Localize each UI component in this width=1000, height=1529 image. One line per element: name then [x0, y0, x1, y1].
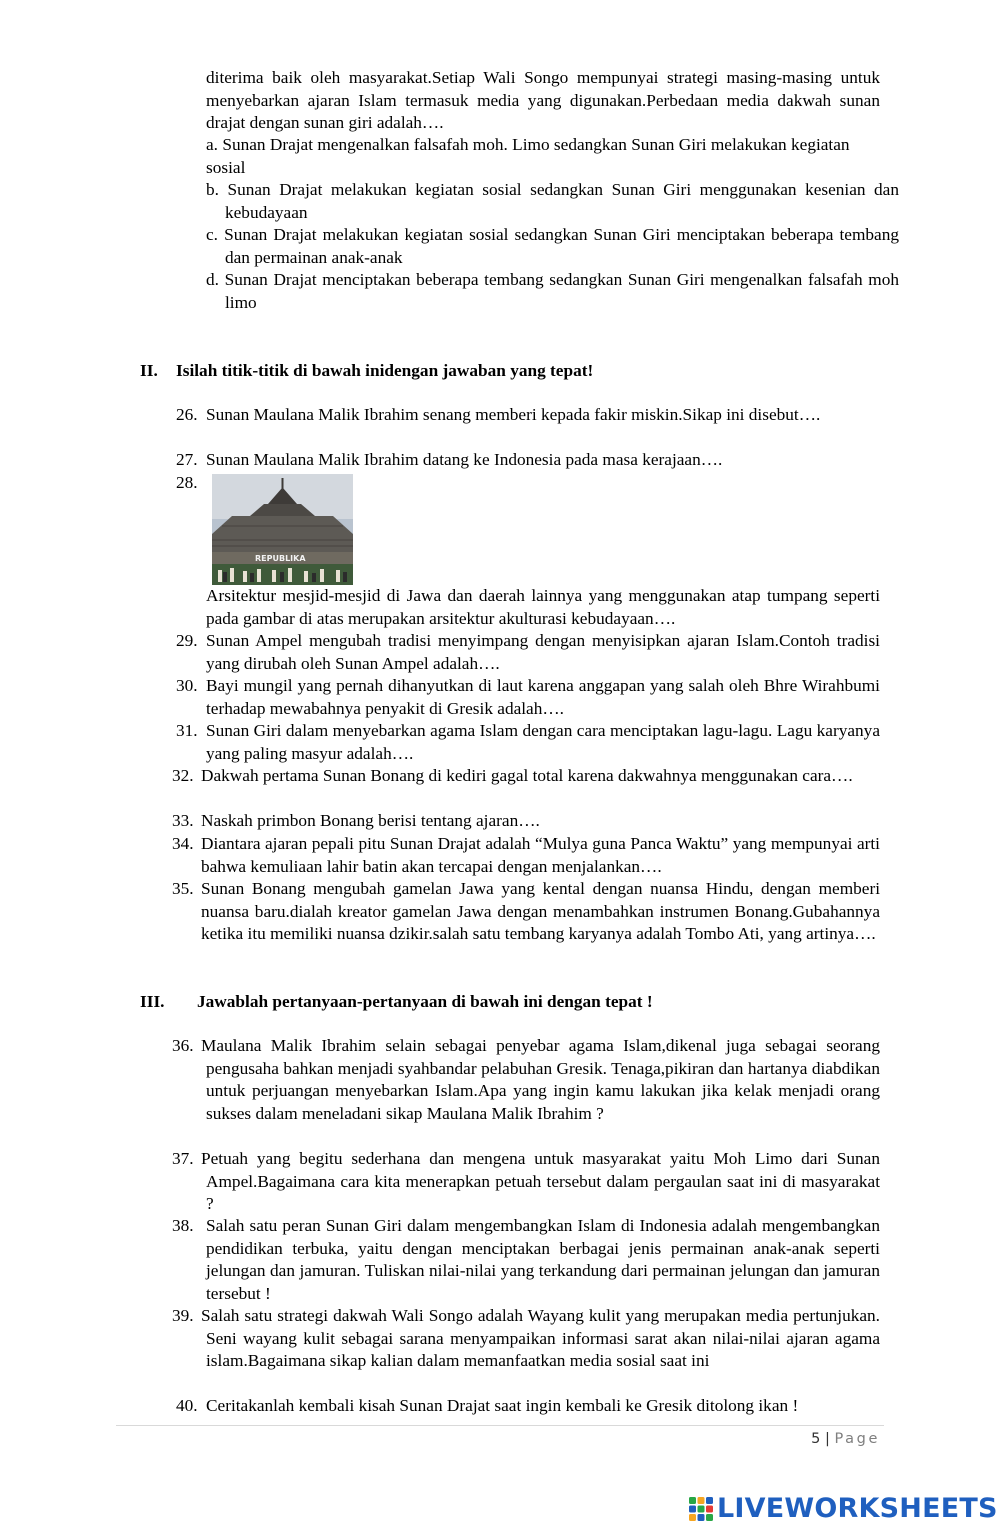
question-34-text: Diantara ajaran pepali pitu Sunan Drajat adalah “Mulya guna Panca Waktu” yang mempunyai arti bahwa kemuliaan lahir batin akan tercapai dengan menjalankan….	[201, 834, 880, 876]
question-33-text: Naskah primbon Bonang berisi tentang ajaran….	[201, 811, 540, 830]
question-37-text: Petuah yang begitu sederhana dan mengena untuk masyarakat yaitu Moh Limo dari Sunan Ampel.Bagaimana cara kita menerapkan petuah tersebut dalam pergaulan saat ini di masyarakat ?	[201, 1149, 880, 1213]
question-26-number: 26.	[176, 405, 198, 424]
page-number-separator: |	[824, 1431, 830, 1447]
question-32-text: Dakwah pertama Sunan Bonang di kediri gagal total karena dakwahnya menggunakan cara….	[201, 766, 853, 785]
question-33-number: 33.	[172, 811, 194, 830]
question-27-number: 27.	[176, 450, 198, 469]
question-28-number: 28.	[176, 473, 198, 492]
liveworksheets-wordmark[interactable]: LIVEWORKSHEETS	[717, 1492, 998, 1524]
question-36-number: 36.	[172, 1036, 194, 1055]
option-a-text: Sunan Drajat mengenalkan falsafah moh. Limo sedangkan Sunan Giri melakukan kegiatan sosial	[206, 135, 850, 177]
page-number	[798, 1428, 880, 1451]
option-c-label: c.	[206, 225, 218, 244]
question-30-text: Bayi mungil yang pernah dihanyutkan di laut karena anggapan yang salah oleh Bhre Wirahbumi terhadap mewabahnya penyakit di Gresik adalah….	[206, 676, 880, 718]
option-a	[206, 134, 880, 179]
question-28-text: Arsitektur mesjid-mesjid di Jawa dan daerah lainnya yang menggunakan atap tumpang seperti pada gambar di atas merupakan arsitektur akulturasi kebudayaan….	[206, 586, 880, 628]
option-c-text: Sunan Drajat melakukan kegiatan sosial sedangkan Sunan Giri menciptakan beberapa tembang dan permainan anak-anak	[224, 225, 899, 267]
section-2-number: II.	[140, 361, 158, 380]
question-38-number: 38.	[172, 1216, 194, 1235]
option-b	[206, 179, 899, 224]
option-c	[206, 224, 899, 269]
section-2-title: Isilah titik-titik di bawah inidengan jawaban yang tepat!	[176, 361, 594, 380]
question-34-number: 34.	[172, 834, 194, 853]
question-39-text: Salah satu strategi dakwah Wali Songo adalah Wayang kulit yang merupakan media pertunjukan. Seni wayang kulit sebagai sarana menyampaikan informasi sarat akan nilai-nilai ajaran agama islam.Bagaimana sikap kalian dalam memanfaatkan media sosial saat ini	[201, 1306, 880, 1370]
option-b-label: b.	[206, 180, 219, 199]
liveworksheets-logo-icon	[688, 1496, 714, 1522]
image-watermark: REPUBLIKA	[255, 554, 306, 563]
option-d-text: Sunan Drajat menciptakan beberapa tembang sedangkan Sunan Giri mengenalkan falsafah moh limo	[224, 270, 899, 312]
question-31-text: Sunan Giri dalam menyebarkan agama Islam dengan cara menciptakan lagu-lagu. Lagu karyanya yang paling masyur adalah….	[206, 721, 880, 763]
question-27-text: Sunan Maulana Malik Ibrahim datang ke Indonesia pada masa kerajaan….	[206, 450, 723, 469]
question-31-number: 31.	[176, 721, 198, 740]
question-36-text: Maulana Malik Ibrahim selain sebagai penyebar agama Islam,dikenal juga sebagai seorang pengusaha bahkan menjadi syahbandar pelabuhan Gresik. Tenaga,pikiran dan hartanya diabdikan untuk perjuangan menyebarkan Islam.Apa yang ingin kamu lakukan jika kelak menjadi orang sukses dalam meneladani sikap Maulana Malik Ibrahim ?	[201, 1036, 880, 1123]
question-40-number: 40.	[176, 1396, 198, 1415]
question-38-text: Salah satu peran Sunan Giri dalam mengembangkan Islam di Indonesia adalah mengembangkan pendidikan terbuka, yaitu dengan menciptakan berbagai jenis permainan anak-anak seperti jelungan dan jamuran. Tuliskan nilai-nilai yang terkandung dari permainan jelungan dan jamuran tersebut !	[206, 1216, 880, 1303]
question-37-number: 37.	[172, 1149, 194, 1168]
question-39-number: 39.	[172, 1306, 194, 1325]
question-35-number: 35.	[172, 879, 194, 898]
page-label: Page	[834, 1431, 880, 1447]
liveworksheets-brand	[688, 1492, 998, 1526]
question-25-stem: diterima baik oleh masyarakat.Setiap Wali Songo mempunyai strategi masing-masing untuk menyebarkan ajaran Islam termasuk media yang digunakan.Perbedaan media dakwah sunan drajat dengan sunan giri adalah….	[206, 68, 880, 132]
question-30-number: 30.	[176, 676, 198, 695]
question-35-text: Sunan Bonang mengubah gamelan Jawa yang kental dengan nuansa Hindu, dengan memberi nuansa baru.dialah kreator gamelan Jawa dengan menambahkan instrumen Bonang.Gubahannya ketika itu memiliki nuansa dzikir.salah satu tembang karyanya adalah Tombo Ati, yang artinya….	[201, 879, 880, 943]
option-a-label: a.	[206, 135, 218, 154]
section-3-title: Jawablah pertanyaan-pertanyaan di bawah ini dengan tepat !	[197, 992, 653, 1011]
mosque-photo	[212, 474, 353, 585]
question-32-number: 32.	[172, 766, 194, 785]
page-number-value: 5	[811, 1431, 821, 1447]
option-d-label: d.	[206, 270, 219, 289]
option-d	[206, 269, 899, 314]
footer-divider	[116, 1425, 884, 1426]
question-29-number: 29.	[176, 631, 198, 650]
question-29-text: Sunan Ampel mengubah tradisi menyimpang dengan menyisipkan ajaran Islam.Contoh tradisi yang dirubah oleh Sunan Ampel adalah….	[206, 631, 880, 673]
option-b-text: Sunan Drajat melakukan kegiatan sosial sedangkan Sunan Giri menggunakan kesenian dan kebudayaan	[225, 180, 899, 222]
section-3-number: III.	[140, 992, 165, 1011]
question-40-text: Ceritakanlah kembali kisah Sunan Drajat saat ingin kembali ke Gresik ditolong ikan !	[206, 1396, 799, 1415]
question-26-text: Sunan Maulana Malik Ibrahim senang memberi kepada fakir miskin.Sikap ini disebut….	[206, 405, 821, 424]
